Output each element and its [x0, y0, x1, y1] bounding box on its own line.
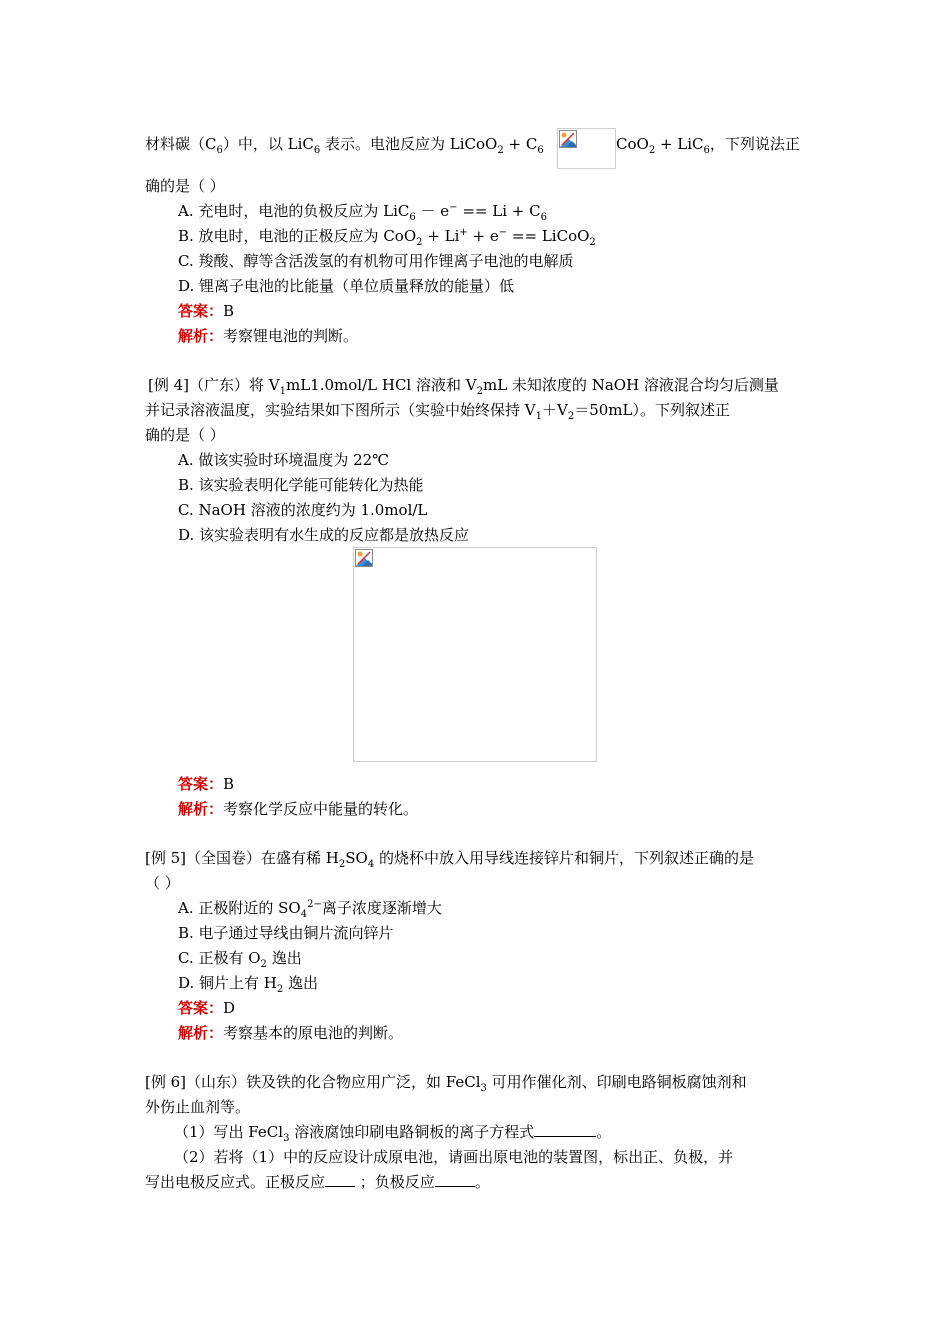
p1-option-c: C. 羧酸、醇等含活泼氢的有机物可用作锂离子电池的电解质: [178, 252, 574, 270]
ex6-question-2: （2）若将（1）中的反应设计成原电池，请画出原电池的装置图，标出正、负极，并: [174, 1148, 734, 1166]
ex5-option-a: A. 正极附近的 $SO_4^{2-}$离子浓度逐渐增大: [178, 899, 442, 920]
temperature-graph-image: [353, 547, 597, 762]
p1-line-1-continued: CoO$_2$ + LiC$_6$，下列说法正: [616, 135, 800, 156]
ex6-question-2-continued: 写出电极反应式。正极反应 ；负极反应 。: [145, 1173, 490, 1191]
ex4-option-a: A. 做该实验时环境温度为 22℃: [178, 451, 390, 469]
answer-blank-negative[interactable]: [435, 1172, 475, 1187]
ex6-line-1: [例 6]（山东）铁及铁的化合物应用广泛，如 FeCl$_3$ 可用作催化剂、印刷电路铜板腐蚀剂和: [145, 1073, 747, 1094]
p1-option-d: D. 锂离子电池的比能量（单位质量释放的能量）低: [178, 277, 515, 295]
ex4-line-1: [例 4]（广东）将 $V_1mL1.0mol/L$ HCl 溶液和 $V_2mL$ 未知浓度的 NaOH 溶液混合均匀后测量: [148, 376, 779, 397]
ex4-option-c: C. NaOH 溶液的浓度约为 1.0mol/L: [178, 501, 428, 519]
p1-answer: 答案：B: [178, 302, 235, 320]
p1-option-a: A. 充电时，电池的负极反应为 $LiC_6 - e^- == Li + C_6$: [178, 202, 547, 223]
ex4-option-d: D. 该实验表明有水生成的反应都是放热反应: [178, 526, 470, 544]
ex6-line-2: 外伤止血剂等。: [145, 1098, 251, 1116]
ex4-line-2: 并记录溶液温度，实验结果如下图所示（实验中始终保持 $V_1+V_2=50mL$）。下列叙述正: [145, 401, 730, 422]
ex5-option-b: B. 电子通过导线由铜片流向锌片: [178, 924, 394, 942]
ex5-option-d: D. 铜片上有 $H_2$ 逸出: [178, 974, 319, 995]
broken-image-icon: [559, 130, 577, 148]
ex4-line-3: 确的是（ ）: [145, 426, 225, 444]
p1-line-2: 确的是（ ）: [145, 177, 225, 195]
ex6-question-1: （1）写出 FeCl$_3$ 溶液腐蚀印刷电路铜板的离子方程式 。: [174, 1123, 612, 1144]
ex5-answer: 答案：D: [178, 999, 236, 1017]
ex4-answer: 答案：B: [178, 775, 235, 793]
broken-image-icon: [355, 549, 373, 567]
p1-explanation: 解析：考察锂电池的判断。: [178, 327, 359, 345]
p1-option-b: B. 放电时，电池的正极反应为 CoO$_2$ + Li+ + e− == LiCoO$_2$: [178, 227, 596, 248]
ex4-explanation: 解析：考察化学反应中能量的转化。: [178, 800, 419, 818]
answer-blank-positive[interactable]: [325, 1172, 355, 1187]
p1-line-1: 材料碳$(C_6)$中，以 LiC$_6$ 表示。电池反应为 LiCoO$_2$ + $C_6$: [145, 135, 544, 156]
ex5-line-1: [例 5]（全国卷）在盛有稀 $H_2SO_4$ 的烧杯中放入用导线连接锌片和铜片，下列叙述正确的是: [145, 849, 754, 870]
reaction-arrow-image: [557, 128, 616, 169]
ex5-explanation: 解析：考察基本的原电池的判断。: [178, 1024, 404, 1042]
ex5-option-c: C. 正极有 $O_2$ 逸出: [178, 949, 302, 970]
ex4-option-b: B. 该实验表明化学能可能转化为热能: [178, 476, 424, 494]
answer-blank-1[interactable]: [534, 1122, 596, 1137]
ex5-line-2: （ ）: [145, 874, 180, 892]
